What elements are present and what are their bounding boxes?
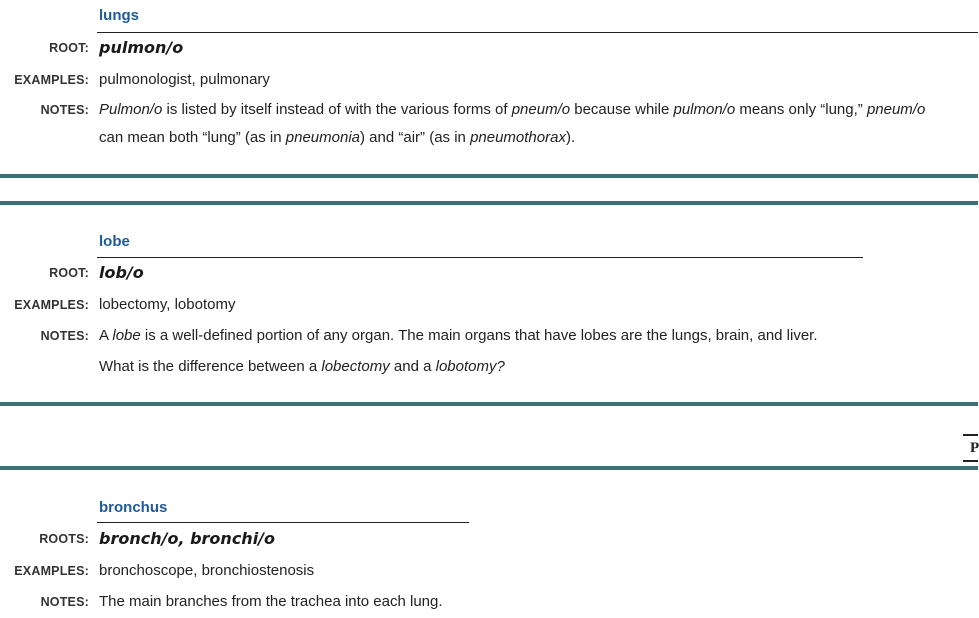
notes-line-1: A lobe is a well-defined portion of any organ. The main organs that have lobes are the lungs, brain, and liver. bbox=[99, 327, 818, 344]
section-divider bbox=[0, 402, 978, 406]
notes-line-1: Pulmon/o is listed by itself instead of with the various forms of pneum/o because while pulmon/o means only “lung,” pneum/o bbox=[99, 101, 926, 118]
root-value: pulmon/o bbox=[99, 38, 184, 57]
page-marker-letter: P bbox=[970, 440, 979, 456]
root-label: ROOTS: bbox=[39, 532, 89, 546]
notes-line-2: can mean both “lung” (as in pneumonia) and “air” (as in pneumothorax). bbox=[99, 129, 576, 146]
examples-label: EXAMPLES: bbox=[14, 564, 89, 578]
examples-value: bronchoscope, bronchiostenosis bbox=[99, 562, 315, 579]
section-divider bbox=[0, 174, 978, 178]
term-rule bbox=[97, 257, 863, 258]
notes-line-1: The main branches from the trachea into each lung. bbox=[99, 593, 443, 610]
section-divider bbox=[0, 466, 978, 470]
root-label: ROOT: bbox=[49, 41, 89, 55]
notes-label: NOTES: bbox=[40, 103, 89, 117]
term-heading: lungs bbox=[99, 7, 139, 24]
term-rule bbox=[97, 522, 469, 523]
root-value: bronch/o, bronchi/o bbox=[99, 529, 276, 548]
notes-label: NOTES: bbox=[40, 595, 89, 609]
examples-value: pulmonologist, pulmonary bbox=[99, 71, 270, 88]
notes-line-2: What is the difference between a lobectomy and a lobotomy? bbox=[99, 358, 505, 375]
examples-label: EXAMPLES: bbox=[14, 298, 89, 312]
root-label: ROOT: bbox=[49, 266, 89, 280]
examples-label: EXAMPLES: bbox=[14, 73, 89, 87]
page-marker bbox=[963, 434, 978, 462]
term-heading: bronchus bbox=[99, 499, 168, 516]
notes-label: NOTES: bbox=[40, 329, 89, 343]
root-value: lob/o bbox=[99, 263, 144, 282]
examples-value: lobectomy, lobotomy bbox=[99, 296, 236, 313]
term-heading: lobe bbox=[99, 233, 130, 250]
section-divider bbox=[0, 201, 978, 205]
term-rule bbox=[97, 32, 978, 33]
